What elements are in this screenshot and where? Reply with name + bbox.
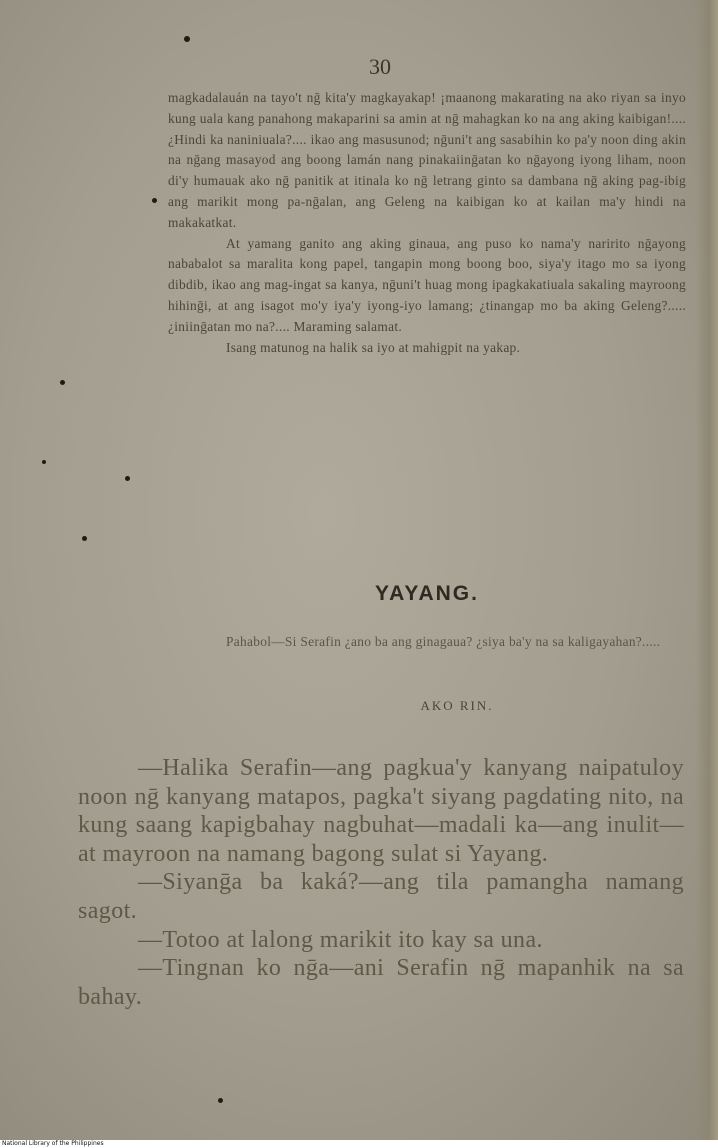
letter-body [168,88,686,358]
narrative-paragraph: —Tingnan ko nḡa—ani Serafin nḡ mapanhik na sa bahay. [78,955,684,1010]
page-number: 30 [369,54,391,79]
ink-speck [152,198,157,203]
ink-speck [184,36,190,42]
letter-paragraph: At yamang ganito ang aking ginaua, ang puso ko nama'y naririto nḡayong nababalot sa maralita kong papel, tangapin mong boong boo, siya'y itago mo sa iyong dibdib, ikao ang mag-ingat sa kanya, nḡuni't huag mong ipagkakatiuala sakaling mayroong hihinḡi, at ang isagot mo'y iya'y iyong-iyo lamang; ¿tinangap mo ba aking Geleng?..... ¿iniinḡatan mo na?.... Maraming salamat. [168,235,686,334]
ink-speck [125,476,130,481]
narrative-body [78,754,684,1011]
ink-speck [60,380,65,385]
letter-signature: YAYANG. [375,582,479,605]
letter-paragraph: magkadalauán na tayo't nḡ kita'y magkayakap! ¡maanong makarating na ako riyan sa inyo kung uala kang panahong makaparini sa amin at nḡ mahagkan ko na ang aking kaibigan!.... ¿Hindi ka naniniuala?.... ikao ang masusunod; nḡuni't ang sasabihin ko pa'y noon ding akin na nḡang masayod ang boong lamán nang pinakaiinḡatan ko nḡayong iyong liham, noon di'y humauak ako nḡ panitik at itinala ko nḡ letrang ginto sa dambana nḡ aking pag-ibig ang marikit mong pa-nḡalan, ang Geleng na kaibigan ko at kailan ma'y hindi na makakatkat. [168,90,686,230]
postscript: Pahabol—Si Serafin ¿ano ba ang ginagaua? ¿siya ba'y na sa kaligayahan?..... [226,634,661,649]
letter-paragraph: Isang matunog na halik sa iyo at mahigpit na yakap. [226,339,521,355]
ink-speck [218,1098,223,1103]
narrative-paragraph: —Halika Serafin—ang pagkua'y kanyang naipatuloy noon nḡ kanyang matapos, pagka't siyang pagdating nito, na kung saang kapigbahay nagbuhat—madali ka—ang inulit—at mayroon na namang bagong sulat si Yayang. [78,755,684,867]
postscript-signature: AKO RIN. [420,698,494,713]
footer-credit: National Library of the Philippines [0,1140,718,1148]
ink-speck [82,536,87,541]
ink-speck [42,460,46,464]
narrative-paragraph: —Siyanḡa ba kaká?—ang tila pamangha namang sagot. [78,869,684,924]
narrative-paragraph: —Totoo at lalong marikit ito kay sa una. [138,926,543,953]
page-edge [696,0,718,1140]
